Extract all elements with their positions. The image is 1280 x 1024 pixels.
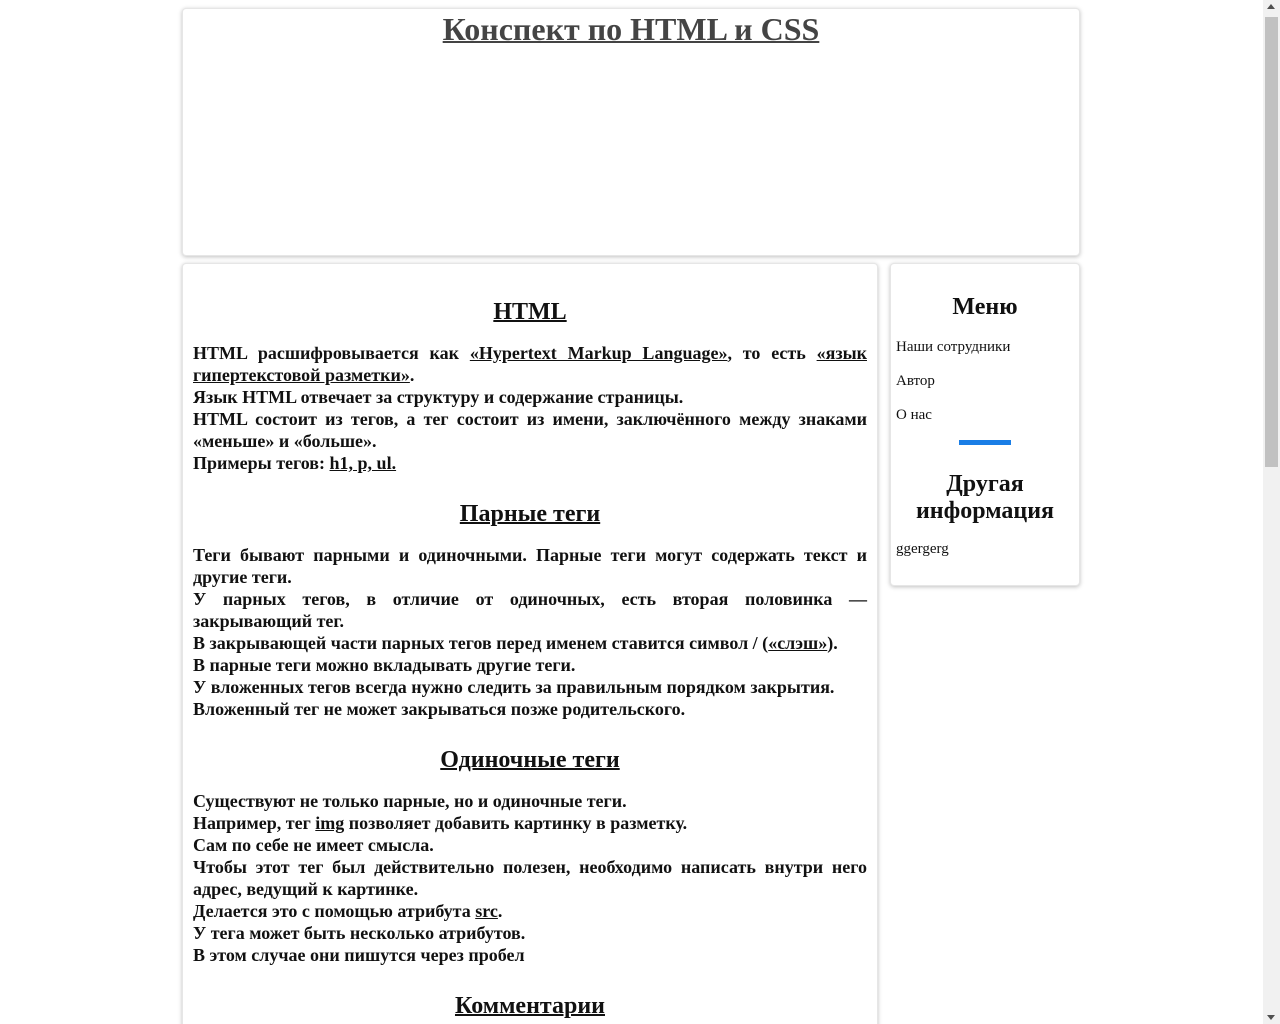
paired-paragraph-4: В парные теги можно вкладывать другие теги.: [193, 655, 576, 675]
section-paired-title: Парные теги: [459, 501, 601, 527]
main-content: [182, 263, 878, 1024]
paired-paragraph-6: Вложенный тег не может закрываться позже родительского.: [193, 699, 686, 719]
html-paragraph-4: [193, 452, 867, 474]
section-paired-body: [193, 544, 867, 720]
menu-item-about[interactable]: О нас: [896, 407, 932, 423]
paired-paragraph-2: У парных тегов, в отличие от одиночных, есть вторая половинка — закрывающий тег.: [193, 589, 867, 631]
link-hypertext[interactable]: «Hypertext Markup Language»: [469, 343, 728, 363]
section-paired-tags: [193, 500, 867, 720]
other-info-text: ggergerg: [896, 541, 949, 557]
text: HTML расшифровывается как: [193, 343, 470, 363]
text: Например, тег: [193, 813, 316, 833]
section-comments: [193, 992, 867, 1020]
section-html-title: HTML: [493, 299, 567, 325]
menu-item-staff[interactable]: Наши сотрудники: [896, 339, 1011, 355]
scroll-up-icon[interactable]: [1267, 4, 1275, 9]
sidebar-divider: [959, 440, 1011, 445]
other-info-title: Другая информация: [915, 471, 1055, 524]
single-paragraph-2: [193, 812, 867, 834]
text: В закрывающей части парных тегов перед именем ставится символ / (: [193, 633, 769, 653]
paired-paragraph-3: [193, 632, 867, 654]
link-tag-examples[interactable]: h1, p, ul.: [329, 453, 397, 473]
text: .: [409, 365, 415, 385]
html-paragraph-3: HTML состоит из тегов, а тег состоит из имени, заключённого между знаками «меньше» и «больше».: [193, 409, 867, 451]
menu-item-author[interactable]: Автор: [896, 373, 935, 389]
single-paragraph-7: В этом случае они пишутся через пробел: [193, 945, 525, 965]
section-html: [193, 298, 867, 474]
menu-title: Меню: [952, 294, 1018, 320]
page-title-link[interactable]: Конспект по HTML и CSS: [442, 11, 820, 47]
link-src[interactable]: src: [475, 901, 498, 921]
header-card: [182, 8, 1080, 256]
text: , то есть: [727, 343, 817, 363]
text: позволяет добавить картинку в разметку.: [344, 813, 688, 833]
scrollbar-thumb[interactable]: [1265, 17, 1278, 467]
text: .: [497, 901, 503, 921]
text: Делается это с помощью атрибута: [193, 901, 476, 921]
text: Примеры тегов:: [193, 453, 330, 473]
page-title: [183, 9, 1079, 47]
html-paragraph-1: [193, 342, 867, 386]
paired-paragraph-1: Теги бывают парными и одиночными. Парные теги могут содержать текст и другие теги.: [193, 545, 867, 587]
link-markup-language[interactable]: «язык гипертекстовой разметки»: [193, 343, 867, 385]
text: ).: [827, 633, 838, 653]
section-comments-title: Комментарии: [454, 993, 605, 1019]
single-paragraph-5: [193, 900, 867, 922]
scroll-down-icon[interactable]: [1267, 1015, 1275, 1020]
section-single-tags: [193, 746, 867, 966]
link-img[interactable]: img: [315, 813, 345, 833]
single-paragraph-3: Сам по себе не имеет смысла.: [193, 835, 434, 855]
single-paragraph-4: Чтобы этот тег был действительно полезен, необходимо написать внутри него адрес, ведущий к картинке.: [193, 857, 867, 899]
single-paragraph-1: Существуют не только парные, но и одиночные теги.: [193, 791, 627, 811]
single-paragraph-6: У тега может быть несколько атрибутов.: [193, 923, 526, 943]
link-slash[interactable]: «слэш»: [768, 633, 828, 653]
paired-paragraph-5: У вложенных тегов всегда нужно следить за правильным порядком закрытия.: [193, 677, 835, 697]
vertical-scrollbar[interactable]: [1263, 0, 1280, 1024]
section-single-body: [193, 790, 867, 966]
section-single-title: Одиночные теги: [440, 747, 620, 773]
section-html-body: [193, 342, 867, 474]
html-paragraph-2: Язык HTML отвечает за структуру и содержание страницы.: [193, 387, 684, 407]
sidebar: [890, 263, 1080, 586]
